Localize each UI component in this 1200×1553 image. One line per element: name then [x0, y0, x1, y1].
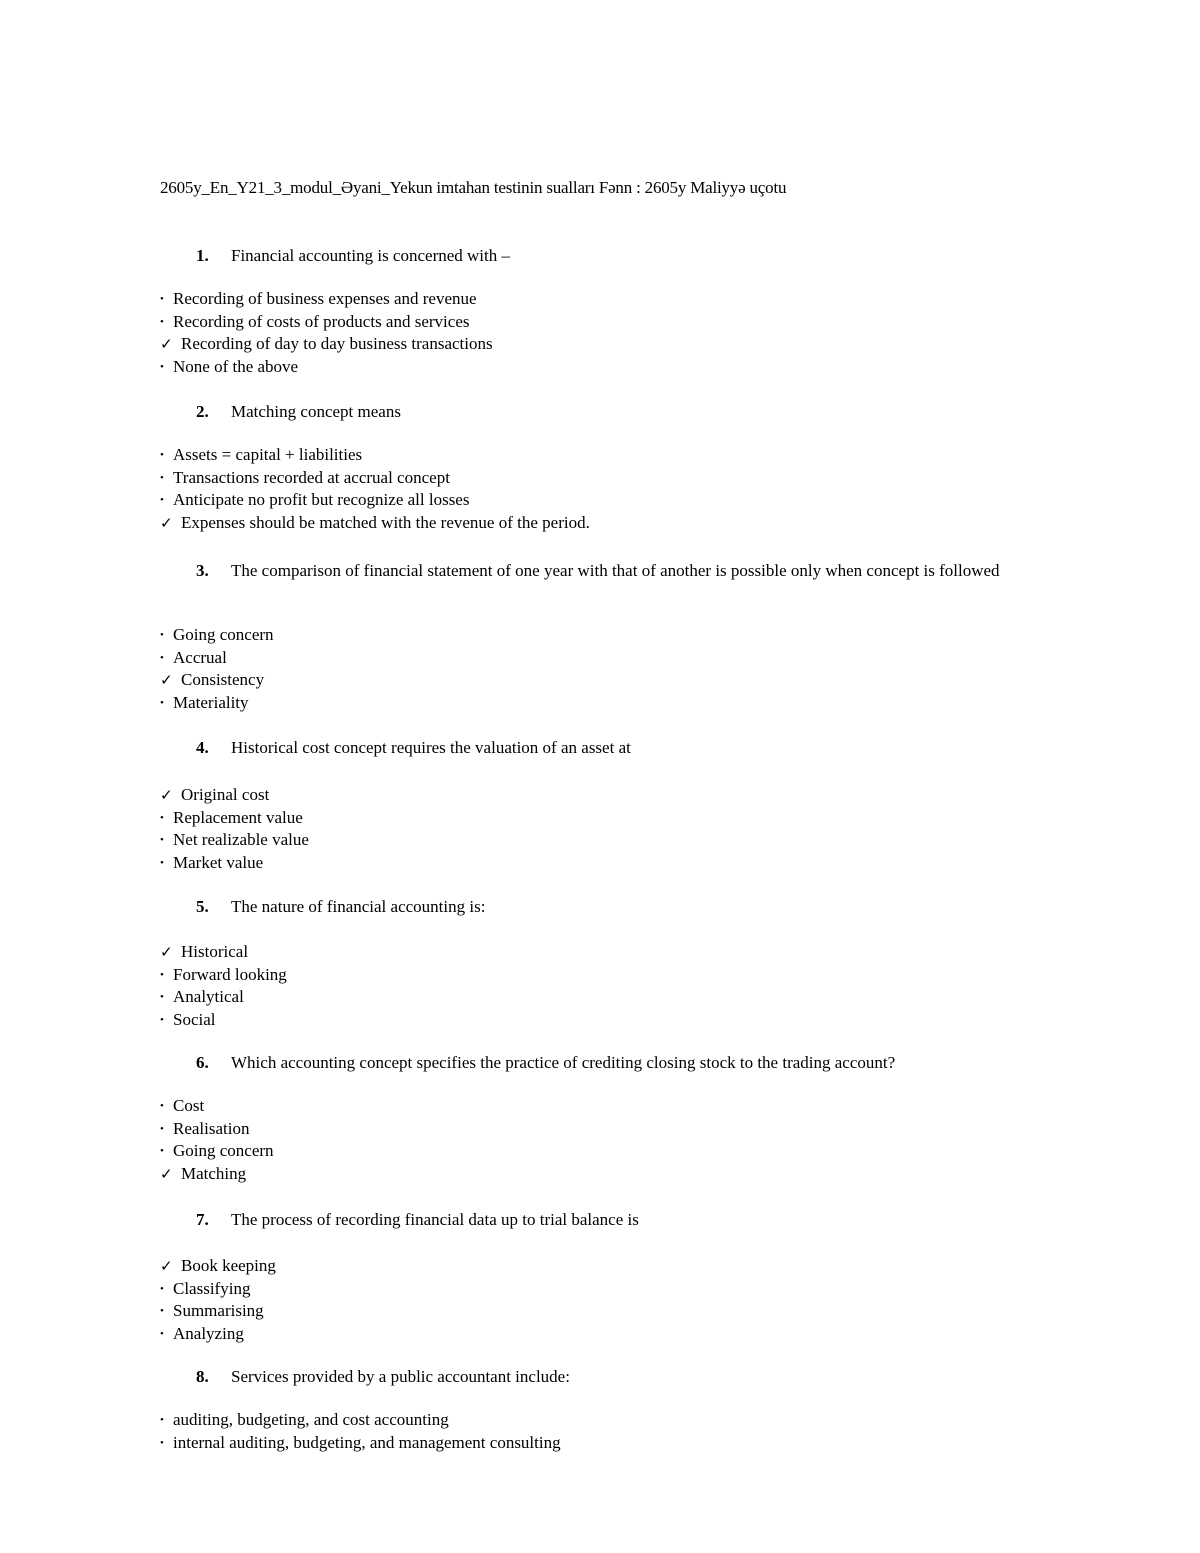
question-6 — [196, 1052, 1036, 1073]
option-text: Analytical — [173, 987, 244, 1006]
bullet-icon — [160, 356, 173, 381]
bullet-icon — [160, 964, 173, 989]
option-text: Matching — [181, 1163, 247, 1183]
options-list-2 — [160, 444, 1060, 534]
question-1 — [196, 245, 1036, 266]
options-list-7 — [160, 1255, 1060, 1345]
option-item-correct — [160, 512, 1060, 535]
options-list-3 — [160, 624, 1060, 714]
option-item — [160, 1432, 1060, 1455]
option-text: Going concern — [173, 1141, 274, 1160]
question-text: Financial accounting is concerned with – — [231, 246, 510, 265]
option-text: Recording of day to day business transactions — [181, 334, 493, 353]
option-item — [160, 1409, 1060, 1432]
question-text: Services provided by a public accountant include: — [231, 1367, 570, 1386]
question-number: 1. — [196, 246, 209, 265]
checkmark-icon — [160, 669, 181, 692]
option-item — [160, 1278, 1060, 1301]
bullet-icon — [160, 1095, 173, 1120]
option-item — [160, 1009, 1060, 1032]
option-item-correct — [160, 669, 1060, 692]
option-item — [160, 1095, 1060, 1118]
checkmark-icon — [160, 784, 181, 807]
option-text: Assets = capital + liabilities — [173, 445, 363, 464]
checkmark-icon — [160, 333, 181, 356]
checkmark-icon — [160, 1163, 181, 1186]
question-number: 5. — [196, 897, 209, 916]
option-text: Recording of costs of products and services — [173, 311, 470, 331]
options-list-1 — [160, 288, 1060, 378]
option-item — [160, 829, 1060, 852]
option-item-correct — [160, 333, 1060, 356]
bullet-icon — [160, 1432, 173, 1457]
options-list-5 — [160, 941, 1060, 1031]
option-item — [160, 647, 1060, 670]
bullet-icon — [160, 444, 173, 469]
option-text: None of the above — [173, 356, 299, 376]
option-item — [160, 986, 1060, 1009]
question-7 — [196, 1209, 1036, 1230]
question-4 — [196, 737, 1036, 758]
option-text: Classifying — [173, 1278, 251, 1298]
option-item — [160, 807, 1060, 830]
option-text: Replacement value — [173, 807, 303, 827]
option-item-correct — [160, 941, 1060, 964]
option-text: Consistency — [181, 670, 265, 689]
question-text: Matching concept means — [231, 402, 401, 421]
bullet-icon — [160, 1409, 173, 1434]
option-item-correct — [160, 1163, 1060, 1186]
option-item — [160, 624, 1060, 647]
question-8 — [196, 1366, 1036, 1387]
option-text: Forward looking — [173, 964, 287, 984]
option-item-correct — [160, 1255, 1060, 1278]
option-text: Original cost — [181, 785, 270, 804]
bullet-icon — [160, 986, 173, 1011]
option-text: Social — [173, 1009, 216, 1029]
option-text: Recording of business expenses and revenue — [173, 289, 477, 308]
option-item — [160, 356, 1060, 379]
question-text: The process of recording financial data up to trial balance is — [231, 1210, 639, 1229]
bullet-icon — [160, 311, 173, 336]
question-text: Historical cost concept requires the valuation of an asset at — [231, 738, 631, 757]
option-text: Book keeping — [181, 1256, 276, 1275]
options-list-8 — [160, 1409, 1060, 1454]
bullet-icon — [160, 1009, 173, 1034]
bullet-icon — [160, 829, 173, 854]
option-item — [160, 692, 1060, 715]
option-item — [160, 311, 1060, 334]
question-number: 2. — [196, 402, 209, 421]
bullet-icon — [160, 1140, 173, 1165]
question-5 — [196, 896, 1036, 917]
question-text: Which accounting concept specifies the practice of crediting closing stock to the trading account? — [231, 1053, 896, 1072]
checkmark-icon — [160, 941, 181, 964]
question-text: The nature of financial accounting is: — [231, 897, 486, 916]
option-text: Transactions recorded at accrual concept — [173, 467, 450, 487]
option-item — [160, 1140, 1060, 1163]
option-item-correct — [160, 784, 1060, 807]
question-number: 4. — [196, 738, 209, 757]
bullet-icon — [160, 467, 173, 492]
bullet-icon — [160, 1300, 173, 1325]
option-text: internal auditing, budgeting, and management consulting — [173, 1432, 561, 1452]
option-text: Expenses should be matched with the revenue of the period. — [181, 512, 590, 532]
option-text: Materiality — [173, 692, 249, 712]
bullet-icon — [160, 624, 173, 649]
question-3 — [196, 560, 1036, 581]
option-text: Accrual — [173, 647, 227, 667]
bullet-icon — [160, 1118, 173, 1143]
options-list-6 — [160, 1095, 1060, 1185]
option-item — [160, 1300, 1060, 1323]
document-title: 2605y_En_Y21_3_modul_Əyani_Yekun imtahan testinin sualları Fənn : 2605y Maliyyə uçotu — [160, 178, 787, 197]
options-list-4 — [160, 784, 1060, 874]
option-item — [160, 467, 1060, 490]
bullet-icon — [160, 1323, 173, 1348]
option-item — [160, 444, 1060, 467]
question-2 — [196, 401, 1036, 422]
question-text: The comparison of financial statement of one year with that of another is possible only when concept is followed — [231, 561, 1000, 580]
option-text: Going concern — [173, 625, 274, 644]
option-item — [160, 852, 1060, 875]
bullet-icon — [160, 692, 173, 717]
option-text: Market value — [173, 852, 264, 872]
option-item — [160, 1118, 1060, 1141]
checkmark-icon — [160, 1255, 181, 1278]
question-number: 8. — [196, 1367, 209, 1386]
question-number: 3. — [196, 561, 209, 580]
option-text: Net realizable value — [173, 830, 309, 849]
option-text: Realisation — [173, 1118, 250, 1138]
question-number: 7. — [196, 1210, 209, 1229]
option-text: Anticipate no profit but recognize all losses — [173, 490, 470, 509]
option-item — [160, 964, 1060, 987]
checkmark-icon — [160, 512, 181, 535]
option-text: Historical — [181, 942, 249, 961]
option-text: Cost — [173, 1096, 205, 1115]
option-item — [160, 489, 1060, 512]
bullet-icon — [160, 647, 173, 672]
option-text: auditing, budgeting, and cost accounting — [173, 1410, 449, 1429]
option-text: Analyzing — [173, 1323, 244, 1343]
bullet-icon — [160, 489, 173, 514]
bullet-icon — [160, 288, 173, 313]
bullet-icon — [160, 807, 173, 832]
option-item — [160, 288, 1060, 311]
option-item — [160, 1323, 1060, 1346]
bullet-icon — [160, 1278, 173, 1303]
bullet-icon — [160, 852, 173, 877]
option-text: Summarising — [173, 1301, 264, 1320]
question-number: 6. — [196, 1053, 209, 1072]
